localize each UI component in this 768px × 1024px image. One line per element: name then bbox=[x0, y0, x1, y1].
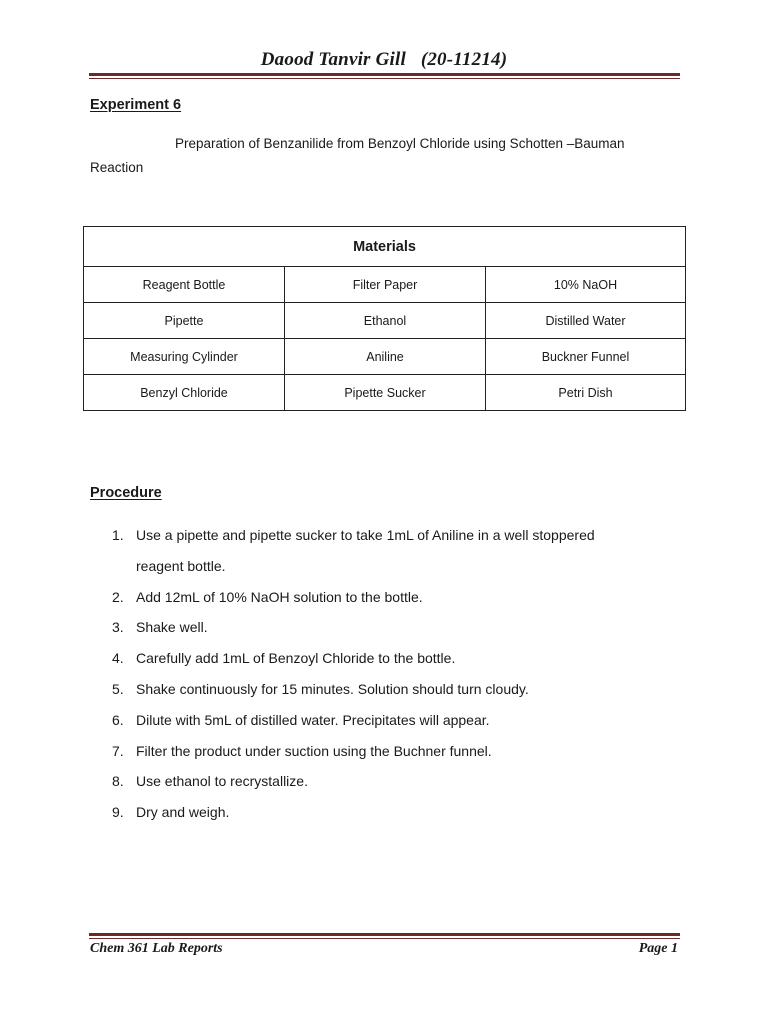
materials-table bbox=[83, 226, 686, 411]
footer-rule-thin bbox=[89, 938, 680, 939]
step-number: 5. bbox=[112, 680, 124, 697]
list-item bbox=[90, 612, 710, 643]
step-number: 1. bbox=[112, 527, 124, 543]
table-cell: Distilled Water bbox=[486, 303, 686, 339]
step-text: Dilute with 5mL of distilled water. Precipitates will appear. bbox=[136, 711, 490, 728]
list-item bbox=[90, 736, 710, 767]
step-number: 3. bbox=[112, 619, 124, 636]
list-item bbox=[90, 705, 710, 736]
step-text: Shake well. bbox=[136, 619, 208, 636]
step-number: 9. bbox=[112, 804, 124, 821]
table-row bbox=[84, 375, 686, 411]
table-row bbox=[84, 339, 686, 375]
procedure-list bbox=[90, 520, 710, 828]
step-text: Add 12mL of 10% NaOH solution to the bottle. bbox=[136, 588, 423, 605]
step-text: Carefully add 1mL of Benzoyl Chloride to the bottle. bbox=[136, 650, 456, 667]
step-text: Dry and weigh. bbox=[136, 804, 230, 821]
procedure-heading: Procedure bbox=[90, 485, 162, 501]
step-text: Filter the product under suction using the Buchner funnel. bbox=[136, 742, 492, 759]
experiment-heading: Experiment 6 bbox=[90, 97, 182, 113]
step-number: 2. bbox=[112, 588, 124, 605]
experiment-title-line2: Reaction bbox=[90, 160, 144, 175]
table-row bbox=[84, 267, 686, 303]
list-item bbox=[90, 797, 710, 828]
list-item bbox=[90, 766, 710, 797]
table-row bbox=[84, 303, 686, 339]
step-text: Shake continuously for 15 minutes. Solution should turn cloudy. bbox=[136, 680, 529, 697]
list-item bbox=[90, 520, 710, 582]
step-number: 6. bbox=[112, 711, 124, 728]
table-cell: Ethanol bbox=[285, 303, 486, 339]
footer-left-text: Chem 361 Lab Reports bbox=[90, 941, 223, 956]
table-cell: Aniline bbox=[285, 339, 486, 375]
header-rule-thick bbox=[89, 73, 680, 76]
table-cell: Measuring Cylinder bbox=[84, 339, 285, 375]
table-cell: 10% NaOH bbox=[486, 267, 686, 303]
materials-header-row bbox=[84, 227, 686, 267]
table-cell: Buckner Funnel bbox=[486, 339, 686, 375]
step-text-continued: reagent bottle. bbox=[136, 557, 226, 574]
step-number: 4. bbox=[112, 650, 124, 667]
table-cell: Pipette bbox=[84, 303, 285, 339]
header-rule-thin bbox=[89, 78, 680, 79]
list-item bbox=[90, 582, 710, 613]
materials-heading: Materials bbox=[84, 227, 686, 267]
step-text: Use a pipette and pipette sucker to take 1mL of Aniline in a well stoppered bbox=[136, 527, 595, 543]
step-text: Use ethanol to recrystallize. bbox=[136, 773, 308, 790]
table-cell: Pipette Sucker bbox=[285, 375, 486, 411]
table-cell: Reagent Bottle bbox=[84, 267, 285, 303]
footer-page-number: Page 1 bbox=[638, 941, 678, 956]
list-item bbox=[90, 643, 710, 674]
step-number: 8. bbox=[112, 773, 124, 790]
list-item bbox=[90, 674, 710, 705]
table-cell: Benzyl Chloride bbox=[84, 375, 285, 411]
footer-rule-thick bbox=[89, 933, 680, 936]
header-title: Daood Tanvir Gill (20-11214) bbox=[260, 49, 508, 70]
table-cell: Filter Paper bbox=[285, 267, 486, 303]
experiment-title-line1: Preparation of Benzanilide from Benzoyl Chloride using Schotten –Bauman bbox=[175, 136, 625, 151]
step-number: 7. bbox=[112, 742, 124, 759]
table-cell: Petri Dish bbox=[486, 375, 686, 411]
